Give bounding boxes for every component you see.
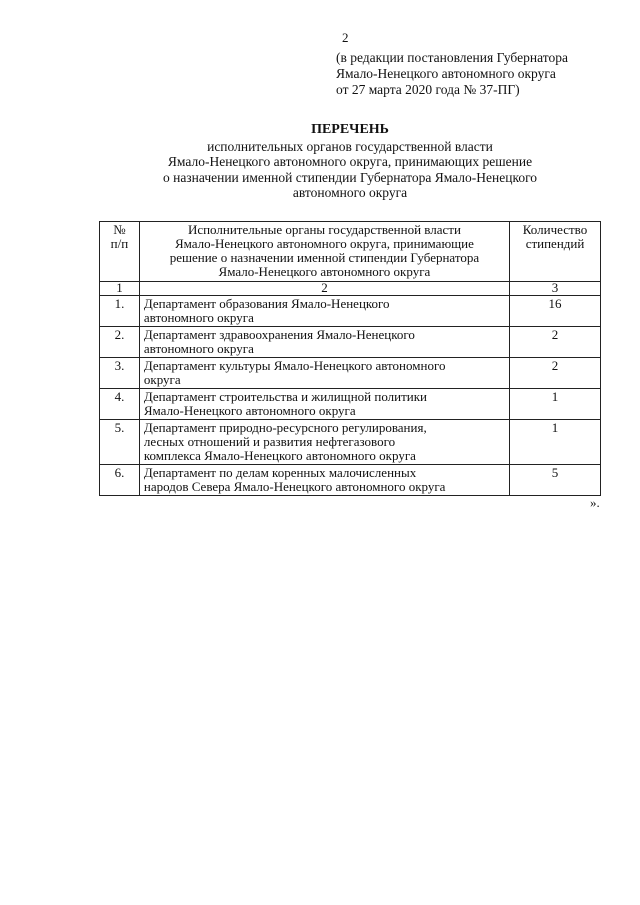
organ-line: автономного округа	[143, 341, 254, 356]
organ-line: автономного округа	[143, 310, 254, 325]
organ-line: Департамент культуры Ямало-Ненецкого автономного	[143, 358, 446, 373]
header-qty-line: Количество	[522, 222, 588, 237]
organ-line: комплекса Ямало-Ненецкого автономного округа	[143, 448, 416, 463]
row-quantity: 1	[510, 389, 601, 420]
index-cell: 3	[510, 282, 601, 296]
row-number: 2.	[100, 327, 140, 358]
table-row	[100, 420, 601, 465]
table-row	[100, 327, 601, 358]
organ-line: Департамент образования Ямало-Ненецкого	[143, 296, 390, 311]
organ-line: Департамент природно-ресурсного регулирования,	[143, 420, 427, 435]
organ-line: Ямало-Ненецкого автономного округа	[143, 403, 356, 418]
row-quantity: 1	[510, 420, 601, 465]
closing-quote-mark: ».	[590, 495, 600, 510]
header-num-line: №	[113, 222, 126, 237]
title-line: о назначении именной стипендии Губернатора Ямало-Ненецкого	[162, 169, 538, 185]
header-org-line: Ямало-Ненецкого автономного округа, принимающие	[174, 236, 474, 251]
row-organ	[139, 465, 509, 496]
row-organ	[139, 296, 509, 327]
organ-line: лесных отношений и развития нефтегазового	[143, 434, 396, 449]
page-number: 2	[342, 30, 349, 45]
row-organ	[139, 389, 509, 420]
index-cell: 1	[100, 282, 140, 296]
amendment-line: Ямало-Ненецкого автономного округа	[336, 66, 556, 81]
row-organ	[139, 420, 509, 465]
organ-line: Департамент строительства и жилищной политики	[143, 389, 427, 404]
row-quantity: 5	[510, 465, 601, 496]
header-org	[139, 222, 509, 282]
organs-table	[99, 221, 601, 496]
row-number: 1.	[100, 296, 140, 327]
title-line: автономного округа	[292, 185, 408, 200]
organ-line: Департамент здравоохранения Ямало-Ненецкого	[143, 327, 415, 342]
organ-line: Департамент по делам коренных малочисленных	[143, 465, 417, 480]
row-quantity: 16	[510, 296, 601, 327]
row-organ	[139, 327, 509, 358]
header-org-line: Ямало-Ненецкого автономного округа	[218, 264, 431, 279]
header-org-line: Исполнительные органы государственной власти	[187, 222, 461, 237]
header-qty-line: стипендий	[525, 236, 585, 251]
header-org-line: решение о назначении именной стипендии Губернатора	[169, 250, 480, 265]
table-row	[100, 389, 601, 420]
row-quantity: 2	[510, 358, 601, 389]
title-line: исполнительных органов государственной власти	[207, 138, 493, 154]
row-number: 4.	[100, 389, 140, 420]
document-title	[100, 122, 600, 201]
title-heading: ПЕРЕЧЕНЬ	[311, 122, 389, 137]
table-row	[100, 465, 601, 496]
amendment-line: (в редакции постановления Губернатора	[336, 50, 568, 65]
index-cell: 2	[139, 282, 509, 296]
organ-line: округа	[143, 372, 181, 387]
amendment-note	[336, 50, 626, 98]
table-row	[100, 358, 601, 389]
table-header-row	[100, 222, 601, 282]
organ-line: народов Севера Ямало-Ненецкого автономного округа	[143, 479, 446, 494]
header-num	[100, 222, 140, 282]
row-number: 3.	[100, 358, 140, 389]
header-qty	[510, 222, 601, 282]
amendment-line: от 27 марта 2020 года № 37-ПГ)	[336, 82, 520, 97]
row-quantity: 2	[510, 327, 601, 358]
column-index-row	[100, 282, 601, 296]
row-number: 5.	[100, 420, 140, 465]
row-number: 6.	[100, 465, 140, 496]
title-line: Ямало-Ненецкого автономного округа, принимающих решение	[167, 154, 533, 169]
row-organ	[139, 358, 509, 389]
header-num-line: п/п	[110, 236, 129, 251]
table-row	[100, 296, 601, 327]
